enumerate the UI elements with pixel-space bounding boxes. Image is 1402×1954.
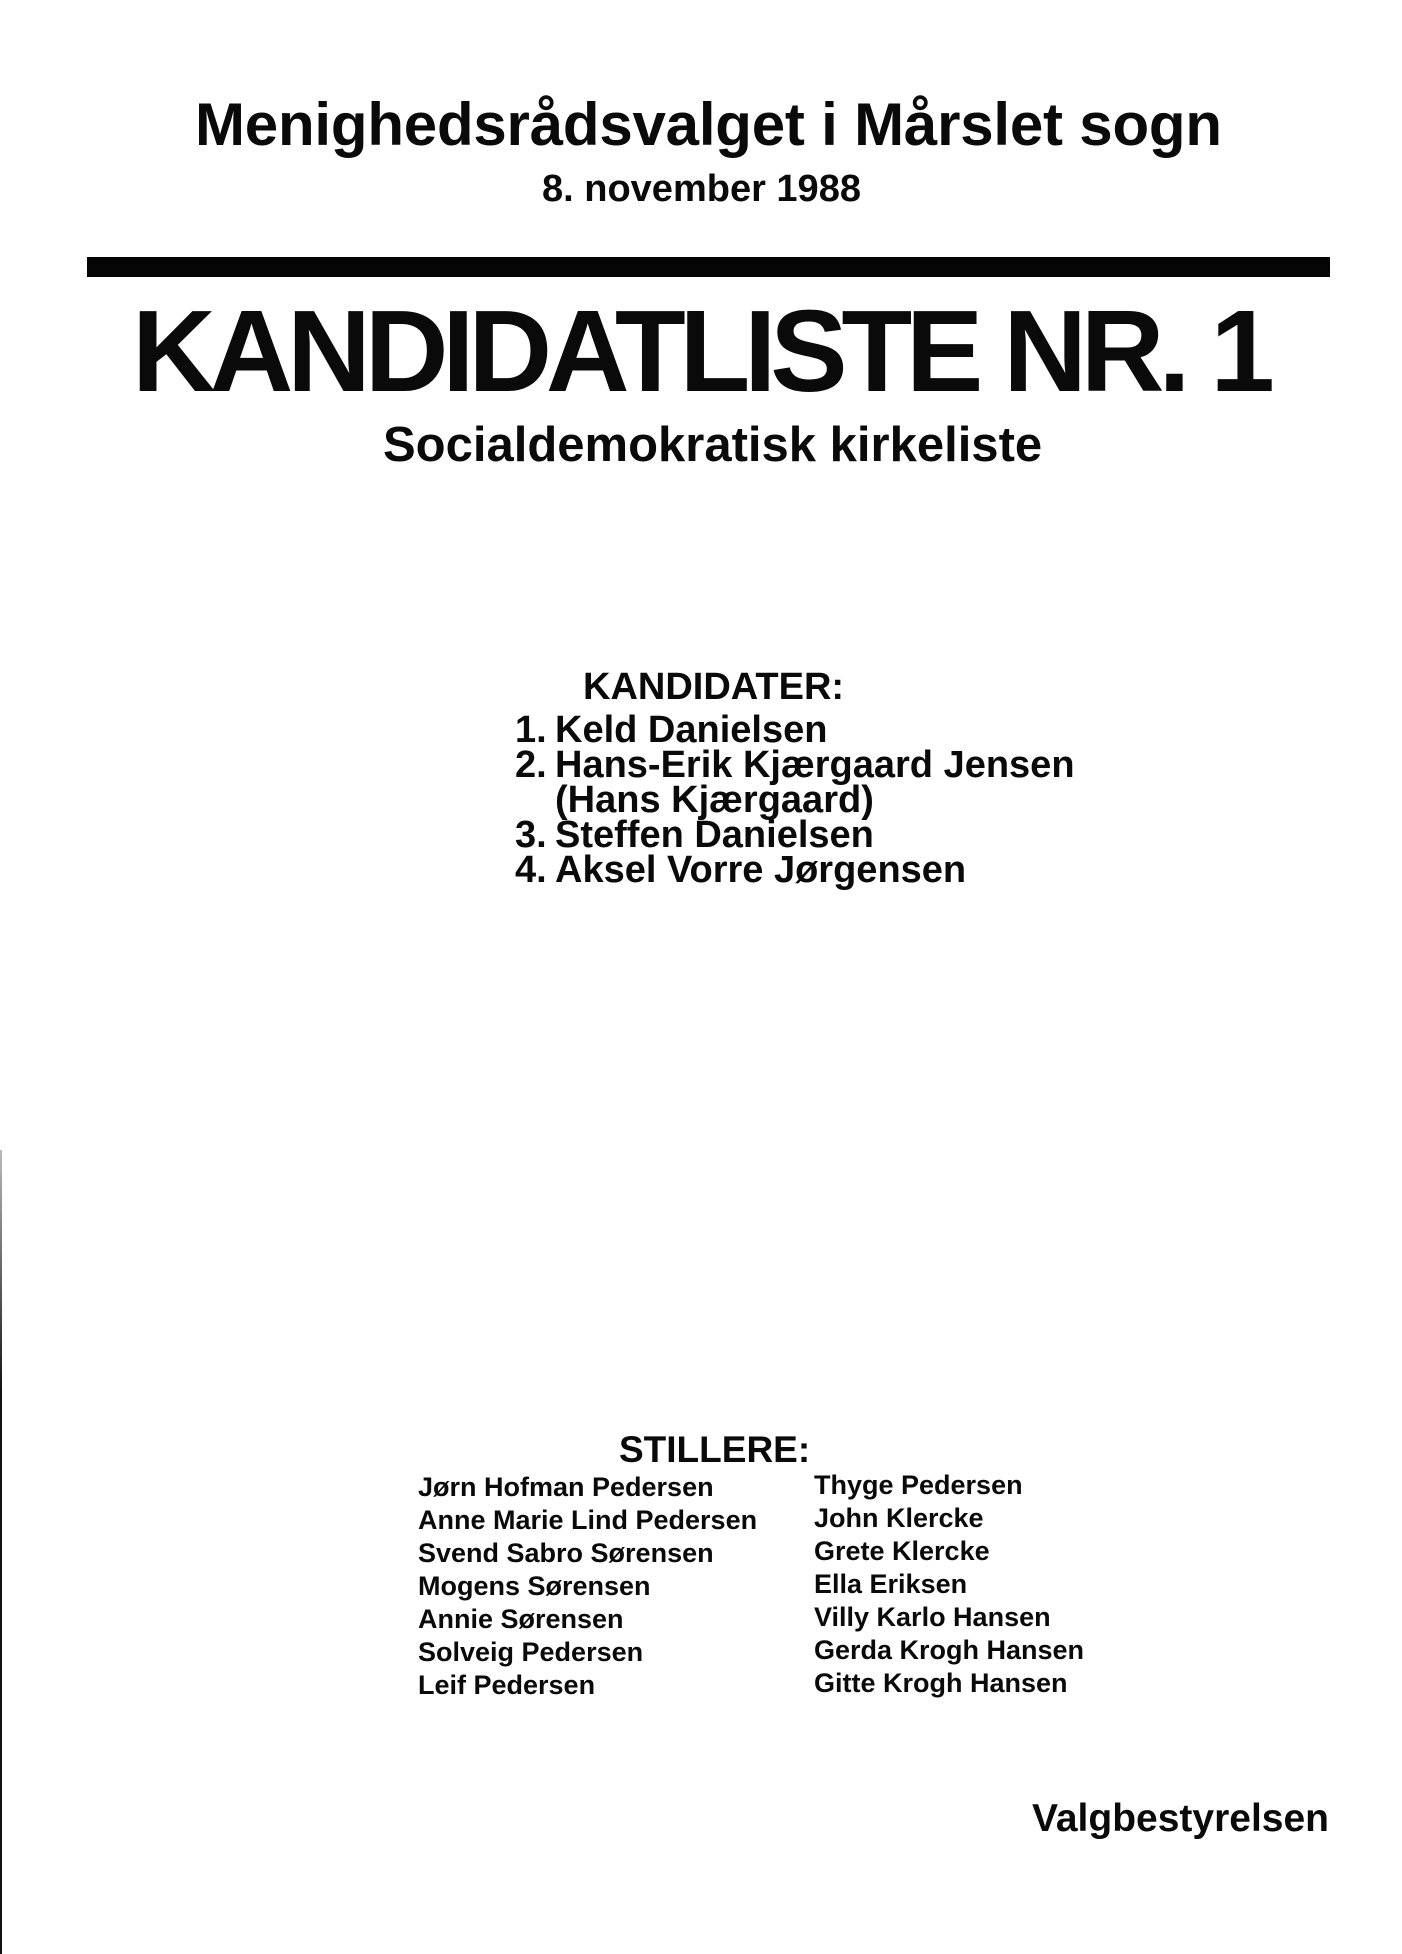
proposer-name: Thyge Pedersen bbox=[814, 1470, 1023, 1500]
scan-edge-line bbox=[0, 1150, 2, 1954]
proposer-name: Grete Klercke bbox=[814, 1536, 990, 1566]
proposer-name: Mogens Sørensen bbox=[418, 1571, 651, 1601]
candidates-label: KANDIDATER: bbox=[583, 666, 845, 708]
proposers-right-column bbox=[814, 1469, 1084, 1700]
proposers-label: STILLERE: bbox=[619, 1429, 811, 1470]
election-date: 8. november 1988 bbox=[542, 168, 861, 210]
candidate-number: 3. bbox=[515, 814, 547, 856]
proposer-name: Annie Sørensen bbox=[418, 1604, 624, 1634]
candidate-name: Keld Danielsen bbox=[555, 709, 828, 751]
proposer-name: Svend Sabro Sørensen bbox=[418, 1538, 714, 1568]
candidate-number: 1. bbox=[515, 709, 547, 751]
candidate-name: Hans-Erik Kjærgaard Jensen bbox=[555, 744, 1075, 786]
list-heading: KANDIDATLISTE NR. 1 bbox=[132, 286, 1269, 416]
candidate-name: Aksel Vorre Jørgensen bbox=[555, 849, 967, 891]
proposer-name: Villy Karlo Hansen bbox=[814, 1602, 1051, 1632]
list-subtitle: Socialdemokratisk kirkeliste bbox=[383, 418, 1043, 472]
proposer-name: Gitte Krogh Hansen bbox=[814, 1668, 1068, 1698]
candidate-alias: (Hans Kjærgaard) bbox=[555, 779, 874, 821]
proposer-name: John Klercke bbox=[814, 1503, 984, 1533]
proposer-name: Anne Marie Lind Pedersen bbox=[418, 1505, 758, 1535]
proposer-name: Ella Eriksen bbox=[814, 1569, 968, 1599]
horizontal-rule bbox=[87, 257, 1330, 277]
proposer-name: Solveig Pedersen bbox=[418, 1637, 644, 1667]
signature-election-board: Valgbestyrelsen bbox=[1032, 1797, 1329, 1840]
document-title: Menighedsrådsvalget i Mårslet sogn bbox=[195, 91, 1222, 158]
candidate-number: 4. bbox=[515, 849, 547, 891]
candidate-number: 2. bbox=[515, 744, 547, 786]
candidate-name: Steffen Danielsen bbox=[555, 814, 874, 856]
proposers-left-column bbox=[418, 1471, 757, 1702]
proposer-name: Jørn Hofman Pedersen bbox=[418, 1472, 714, 1502]
proposer-name: Gerda Krogh Hansen bbox=[814, 1635, 1085, 1665]
proposer-name: Leif Pedersen bbox=[418, 1670, 596, 1700]
